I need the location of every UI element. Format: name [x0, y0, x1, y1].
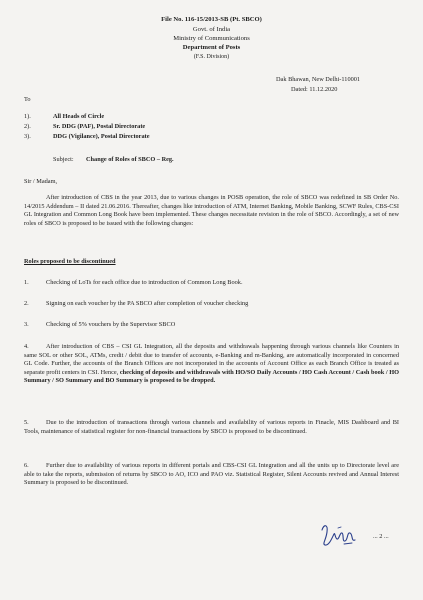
date-line: Dated: 11.12.2020	[291, 86, 338, 93]
item-6-num: 6.	[24, 462, 29, 469]
recipient-1: All Heads of Circle	[53, 113, 105, 120]
item-4	[24, 343, 399, 386]
recipient-1-num: 1).	[24, 113, 31, 120]
item-2-text: Signing on each voucher by the PA SBCO after completion of voucher checking	[46, 300, 249, 307]
recipient-3-num: 3).	[24, 133, 31, 140]
subject-label: Subject:	[53, 156, 74, 163]
item-6-text: Further due to availability of various reports in different portals and CBS-CSI GL Integration and all the units up to Directorate level are able to take the reports, submission of returns by SBCO to AO, ICO and PAO viz. Statistical Register, Silent Accounts revived and Annual Interest Summary is proposed to be discontinued.	[24, 462, 399, 487]
recipient-3: DDG (Vigilance), Postal Directorate	[53, 133, 150, 140]
ministry-line: Ministry of Communications	[173, 35, 250, 42]
item-3-num: 3.	[24, 321, 29, 328]
section-heading: Roles proposed to be discontinued	[24, 258, 116, 265]
item-3-text: Checking of 5% vouchers by the Supervisor SBCO	[46, 321, 176, 328]
item-1	[24, 279, 399, 288]
item-4-text: After introduction of CBS – CSI GL Integration, all the deposits and withdrawals happening through various channels like Counters in same SOL or other SOL, ATMs, credit / debit due to transfer of accounts, e-Banking and m-Banking, are automatically incorporated in concerned GL Code. Further, the accounts of the Branch Offices are not incorporated in the accounts of Account Office as each Branch Office is treated as separate profit centers in CSI. Hence,	[24, 343, 399, 376]
handwritten-signature	[318, 520, 360, 550]
item-2-num: 2.	[24, 300, 29, 307]
item-5-text: Due to the introduction of transactions through various channels and availability of various reports in Finacle, MIS Dashboard and BI Tools, maintenance of statistical register for non-financial transactions by SBCO is proposed to be discontinued.	[24, 419, 399, 435]
place-line: Dak Bhawan, New Delhi-110001	[276, 76, 361, 83]
to-label: To	[24, 96, 31, 103]
subject-text: Change of Roles of SBCO – Reg.	[86, 156, 174, 163]
page-marker: ... 2 ...	[373, 533, 389, 540]
item-6	[24, 462, 399, 488]
department-line: Department of Posts	[182, 44, 241, 51]
file-number: File No. 116-15/2013-SB (Pt. SBCO)	[161, 16, 262, 23]
division-line: (F.S. Division)	[193, 54, 230, 60]
recipient-2-num: 2).	[24, 123, 31, 130]
item-4-bold-text: checking of deposits and withdrawals with HO/SO Daily Accounts / HO Cash Account / Cash book / HO Summary / SO Summary and BO Summary is proposed to be dropped.	[24, 368, 399, 385]
item-2	[24, 300, 399, 309]
recipient-2: Sr. DDG (PAF), Postal Directorate	[53, 123, 146, 130]
item-5	[24, 419, 399, 436]
salutation: Sir / Madam,	[24, 178, 58, 185]
item-1-num: 1.	[24, 279, 29, 286]
govt-line: Govt. of India	[192, 26, 231, 33]
item-4-num: 4.	[24, 343, 29, 350]
intro-paragraph: After introduction of CBS in the year 2013, due to various changes in POSB operation, the role of SBCO was redefined in SB Order No. 14/2015 Addendum – II dated 21.06.2016. Thereafter, changes like introduction of ATM, Internet Banking, Mobile Banking, SCWF Rules, CBS-CSI GL Integration and Common Long Book have been implemented. These changes necessitate revision in the role of SBCO. Accordingly, a set of new roles of SBCO is proposed to be issued with the following changes:	[24, 194, 399, 227]
item-1-text: Checking of LoTs for each office due to introduction of Common Long Book.	[46, 279, 243, 286]
item-5-num: 5.	[24, 419, 29, 426]
item-3	[24, 321, 399, 330]
